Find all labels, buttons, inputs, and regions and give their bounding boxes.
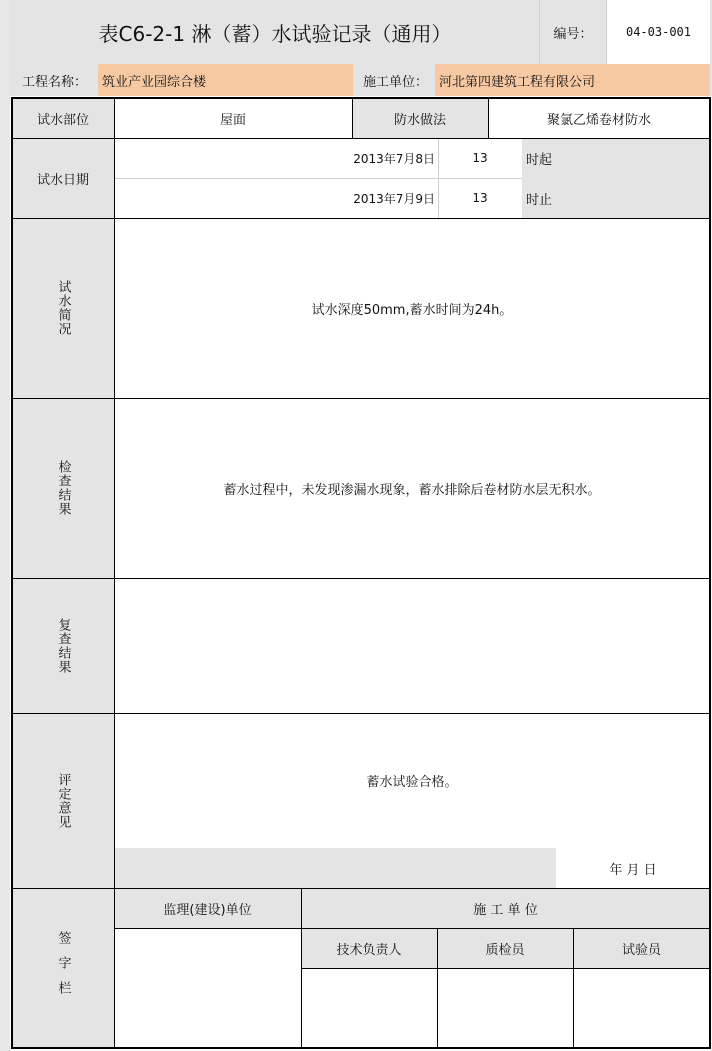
form-title: 表C6-2-1 淋（蓄）水试验记录（通用）: [98, 21, 452, 46]
evaluation-label-text: 评定意见: [55, 772, 71, 829]
construction-unit-label: 施工单位：: [363, 74, 429, 90]
construction-unit-value: 河北第四建筑工程有限公司: [435, 64, 710, 96]
tester-signature-cell[interactable]: [573, 968, 710, 1048]
test-part-value: 屋面: [219, 112, 246, 128]
waterproof-method-value: 聚氯乙烯卷材防水: [546, 112, 651, 128]
end-hour: 13: [472, 191, 488, 205]
recheck-result-label-text: 复查结果: [55, 617, 71, 674]
start-label: 时起: [522, 138, 710, 178]
table-top-border: [12, 97, 711, 99]
evaluation-date: 年 月 日: [609, 862, 657, 878]
number-value: 04-03-001: [607, 0, 710, 64]
quality-inspector-signature-cell[interactable]: [437, 968, 573, 1048]
inspection-result-text: 蓄水过程中，未发现渗漏水现象，蓄水排除后卷材防水层无积水。: [223, 482, 601, 498]
construction-unit-header: 施 工 单 位: [301, 888, 710, 928]
evaluation-text: 蓄水试验合格。: [366, 775, 458, 790]
tech-lead-header: 技术负责人: [301, 928, 437, 968]
test-overview-label: [12, 218, 114, 398]
inspection-result-label: [12, 398, 114, 578]
table-right-border: [709, 97, 711, 1049]
project-name-label: 工程名称：: [22, 74, 88, 90]
number-label: 编号：: [553, 26, 593, 42]
test-overview-text: 试水深度50mm,蓄水时间为24h。: [311, 302, 513, 318]
quality-inspector-header: 质检员: [437, 928, 573, 968]
tech-lead-signature-cell[interactable]: [301, 968, 437, 1048]
recheck-result-label: [12, 578, 114, 713]
inspection-result-label-text: 检查结果: [55, 460, 71, 516]
test-overview-label-text: 试水简况: [55, 280, 71, 336]
signature-label: [12, 888, 114, 1048]
start-date: 2013年7月8日: [353, 151, 435, 166]
supervision-unit-header: 监理(建设)单位: [114, 888, 301, 928]
end-date: 2013年7月9日: [353, 191, 435, 206]
test-date-label: 试水日期: [36, 172, 89, 188]
end-label: 时止: [522, 178, 710, 218]
project-name-value: 筑业产业园综合楼: [98, 64, 353, 96]
table-bottom-border: [12, 1047, 711, 1049]
waterproof-method-label: 防水做法: [352, 98, 488, 138]
tester-header: 试验员: [573, 928, 710, 968]
start-hour: 13: [472, 151, 488, 165]
signature-label-text: 签字栏: [55, 930, 71, 1006]
page-left-edge: [0, 0, 10, 1051]
evaluation-label: [12, 713, 114, 888]
table-left-border: [11, 97, 13, 1049]
supervision-signature-cell[interactable]: [114, 928, 301, 1048]
test-part-label: 试水部位: [36, 112, 89, 128]
evaluation-date-bar: [114, 848, 556, 888]
recheck-result-text: [114, 578, 710, 713]
